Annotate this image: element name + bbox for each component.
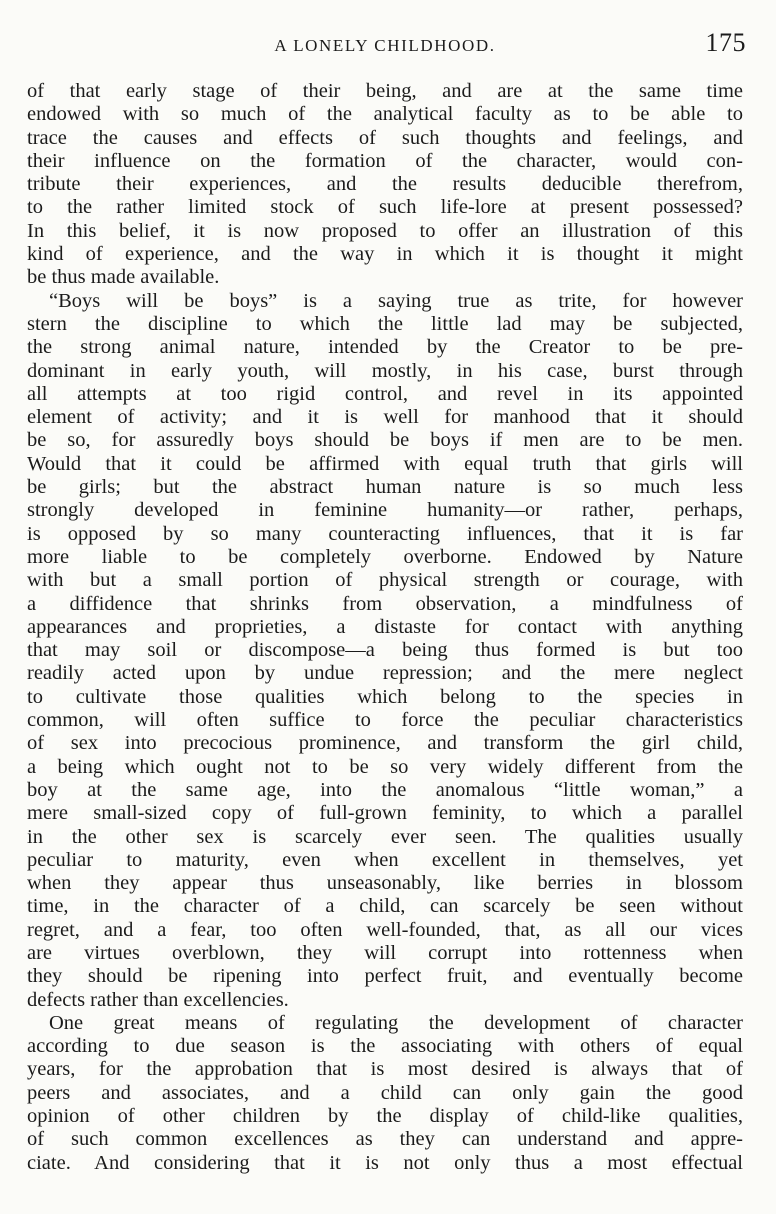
text-line: that may soil or discompose—a being thus formed is but too: [27, 639, 743, 662]
text-line: a diffidence that shrinks from observation, a mindfulness of: [27, 592, 743, 615]
text-line: of that early stage of their being, and are at the same time: [27, 80, 743, 102]
text-line: time, in the character of a child, can scarcely be seen without: [27, 895, 743, 918]
text-line: be so, for assuredly boys should be boys if men are to be men.: [27, 429, 743, 452]
text-line: readily acted upon by undue repression; and the mere neglect: [27, 662, 743, 685]
text-line: endowed with so much of the analytical faculty as to be able to: [27, 103, 743, 126]
text-line: regret, and a fear, too often well-founded, that, as all our vices: [27, 918, 743, 941]
text-line: a being which ought not to be so very widely different from the: [27, 755, 743, 778]
text-line: opinion of other children by the display of child-like qualities,: [27, 1105, 743, 1128]
text-line: their influence on the formation of the character, would con-: [27, 149, 743, 172]
text-line: all attempts at too rigid control, and revel in its appointed: [27, 382, 743, 405]
text-line: stern the discipline to which the little lad may be subjected,: [27, 312, 743, 335]
text-line: kind of experience, and the way in which it is thought it might: [27, 243, 743, 266]
text-line: more liable to be completely overborne. Endowed by Nature: [27, 545, 743, 568]
text-line: of sex into precocious prominence, and transform the girl child,: [27, 732, 743, 755]
text-line: when they appear thus unseasonably, like berries in blossom: [27, 872, 743, 895]
text-line: to cultivate those qualities which belong to the species in: [27, 685, 743, 708]
text-line: defects rather than excellencies.: [27, 988, 289, 1011]
text-line: according to due season is the associating with others of equal: [27, 1035, 743, 1058]
text-line: dominant in early youth, will mostly, in his case, burst through: [27, 359, 743, 382]
text-line: of such common excellences as they can understand and appre-: [27, 1128, 743, 1151]
text-line: are virtues overblown, they will corrupt into rottenness when: [27, 941, 743, 964]
text-line: tribute their experiences, and the results deducible therefrom,: [27, 173, 743, 196]
text-line: One great means of regulating the development of character: [49, 1011, 743, 1034]
running-head: [24, 28, 746, 60]
text-line: “Boys will be boys” is a saying true as trite, for however: [49, 289, 743, 312]
text-line: appearances and proprieties, a distaste for contact with anything: [27, 615, 743, 638]
text-line: years, for the approbation that is most desired is always that of: [27, 1058, 743, 1081]
text-line: element of activity; and it is well for manhood that it should: [27, 406, 743, 429]
page-number: 175: [705, 28, 746, 57]
text-line: with but a small portion of physical strength or courage, with: [27, 569, 743, 592]
text-line: the strong animal nature, intended by the Creator to be pre-: [27, 336, 743, 359]
text-line: in the other sex is scarcely ever seen. The qualities usually: [27, 825, 743, 848]
text-line: be girls; but the abstract human nature is so much less: [27, 476, 743, 499]
body-text: [27, 80, 743, 1175]
running-title: A LONELY CHILDHOOD.: [274, 36, 496, 55]
text-line: boy at the same age, into the anomalous “little woman,” a: [27, 778, 743, 801]
text-line: be thus made available.: [27, 266, 220, 289]
text-line: they should be ripening into perfect fruit, and eventually become: [27, 965, 743, 988]
text-line: peers and associates, and a child can only gain the good: [27, 1081, 743, 1104]
text-line: In this belief, it is now proposed to offer an illustration of this: [27, 219, 743, 242]
text-line: to the rather limited stock of such life-lore at present possessed?: [27, 196, 743, 219]
text-line: peculiar to maturity, even when excellent in themselves, yet: [27, 848, 743, 871]
text-line: ciate. And considering that it is not only thus a most effectual: [27, 1151, 743, 1174]
text-line: strongly developed in feminine humanity—or rather, perhaps,: [27, 499, 743, 522]
text-line: is opposed by so many counteracting influences, that it is far: [27, 522, 743, 545]
text-line: mere small-sized copy of full-grown feminity, to which a parallel: [27, 802, 743, 825]
text-line: Would that it could be affirmed with equal truth that girls will: [27, 452, 743, 475]
text-line: trace the causes and effects of such thoughts and feelings, and: [27, 126, 743, 149]
text-line: common, will often suffice to force the peculiar characteristics: [27, 709, 743, 732]
